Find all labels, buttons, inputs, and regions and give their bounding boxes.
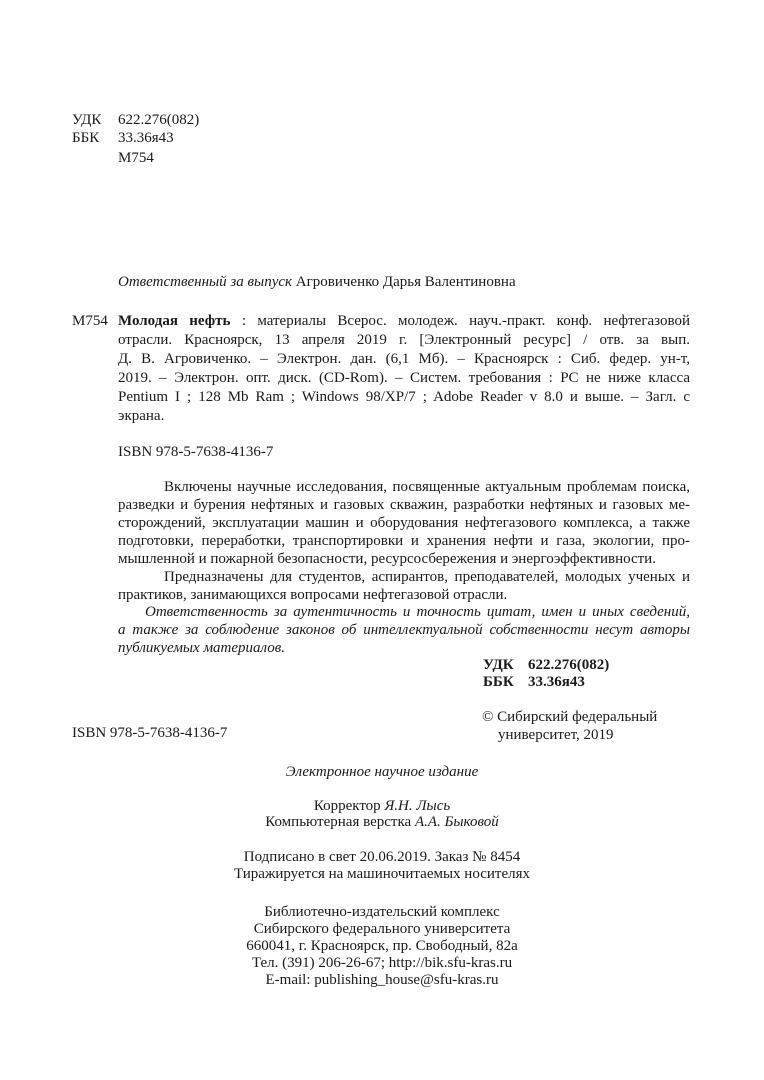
layout-name: А.А. Быковой — [414, 814, 499, 830]
publisher-line-2: Сибирского федерального университета — [253, 921, 511, 937]
corrector-label: Корректор — [313, 798, 381, 814]
bib-line-1 — [118, 312, 690, 330]
layout-line — [0, 813, 764, 831]
index-udk-label: УДК — [483, 657, 514, 673]
disclaimer-line-1: Ответственность за аутентичность и точность цитат, имен и иных сведений, — [145, 604, 690, 620]
index-bbk-label: ББК — [483, 674, 514, 690]
copyright-line-1: © Сибирский федеральный — [482, 709, 658, 725]
bib-line-1-text: : материалы Всерос. молодеж. науч.-практ. конф. нефтегазовой — [230, 313, 690, 329]
corrector-name: Я.Н. Лысь — [384, 798, 451, 814]
index-bbk-value: 33.36я43 — [528, 674, 585, 690]
bib-mark: М754 — [72, 313, 108, 329]
bbk-value: 33.36я43 — [118, 130, 174, 146]
bib-line-3: Д. В. Агровиченко. – Электрон. дан. (6,1 Мб). – Красноярск : Сиб. федер. ун-т, — [118, 351, 690, 367]
annotation-p1-line-2: разведки и бурения нефтяных и газовых скважин, разработки нефтяных и газовых ме- — [118, 497, 690, 513]
isbn-bottom: ISBN 978-5-7638-4136-7 — [72, 725, 228, 741]
layout-label: Компьютерная верстка — [265, 814, 412, 830]
annotation-p1-line-4: подготовки, переработки, транспортировки и хранения нефти и газа, экологии, про- — [118, 533, 690, 549]
annotation-p2-line-2: практиков, занимающихся вопросами нефтегазовой отрасли. — [118, 587, 508, 603]
disclaimer-line-3: публикуемых материалов. — [118, 640, 286, 656]
disclaimer-line-2: а также за соблюдение законов об интеллектуальной собственности несут авторы — [118, 622, 690, 638]
edition-type: Электронное научное издание — [285, 764, 479, 780]
annotation-p1-line-1: Включены научные исследования, посвященные актуальным проблемам поиска, — [164, 479, 690, 495]
bib-line-2: отрасли. Красноярск, 13 апреля 2019 г. [Электронный ресурс] / отв. за вып. — [118, 332, 690, 348]
distribution-line: Тиражируется на машиночитаемых носителях — [233, 866, 530, 882]
responsible-line — [118, 273, 516, 291]
author-mark: М754 — [118, 150, 154, 166]
publisher-address: 660041, г. Красноярск, пр. Свободный, 82а — [246, 938, 518, 954]
annotation-p2-line-1: Предназначены для студентов, аспирантов, преподавателей, молодых ученых и — [164, 569, 690, 585]
annotation-p1-line-5: мышленной и пожарной безопасности, ресурсосбережения и энергоэффективности. — [118, 551, 656, 567]
signed-line: Подписано в свет 20.06.2019. Заказ № 8454 — [243, 849, 521, 865]
index-udk-value: 622.276(082) — [528, 657, 610, 673]
isbn: ISBN 978-5-7638-4136-7 — [118, 444, 274, 460]
udk-value: 622.276(082) — [118, 112, 200, 128]
udk-label: УДК — [72, 112, 102, 128]
responsible-name: Агровиченко Дарья Валентиновна — [295, 274, 516, 290]
publisher-email[interactable]: E-mail: publishing_house@sfu-kras.ru — [265, 972, 499, 988]
bib-line-5: Pentium I ; 128 Mb Ram ; Windows 98/XP/7 ; Adobe Reader v 8.0 и выше. – Загл. с — [118, 389, 690, 405]
publisher-line-1: Библиотечно-издательский комплекс — [264, 904, 500, 920]
bib-line-6: экрана. — [118, 408, 165, 424]
copyright-line-2: университет, 2019 — [498, 727, 614, 743]
publisher-phone-web[interactable]: Тел. (391) 206-26-67; http://bik.sfu-kras.ru — [251, 955, 513, 971]
bib-title: Молодая нефть — [118, 313, 231, 329]
bbk-label: ББК — [72, 130, 100, 146]
responsible-label: Ответственный за выпуск — [118, 274, 293, 290]
annotation-p1-line-3: сторождений, эксплуатации машин и оборудования нефтегазового комплекса, а также — [118, 515, 690, 531]
bib-line-4: 2019. – Электрон. опт. диск. (CD-Rom). – Систем. требования : PC не ниже класса — [118, 370, 690, 386]
